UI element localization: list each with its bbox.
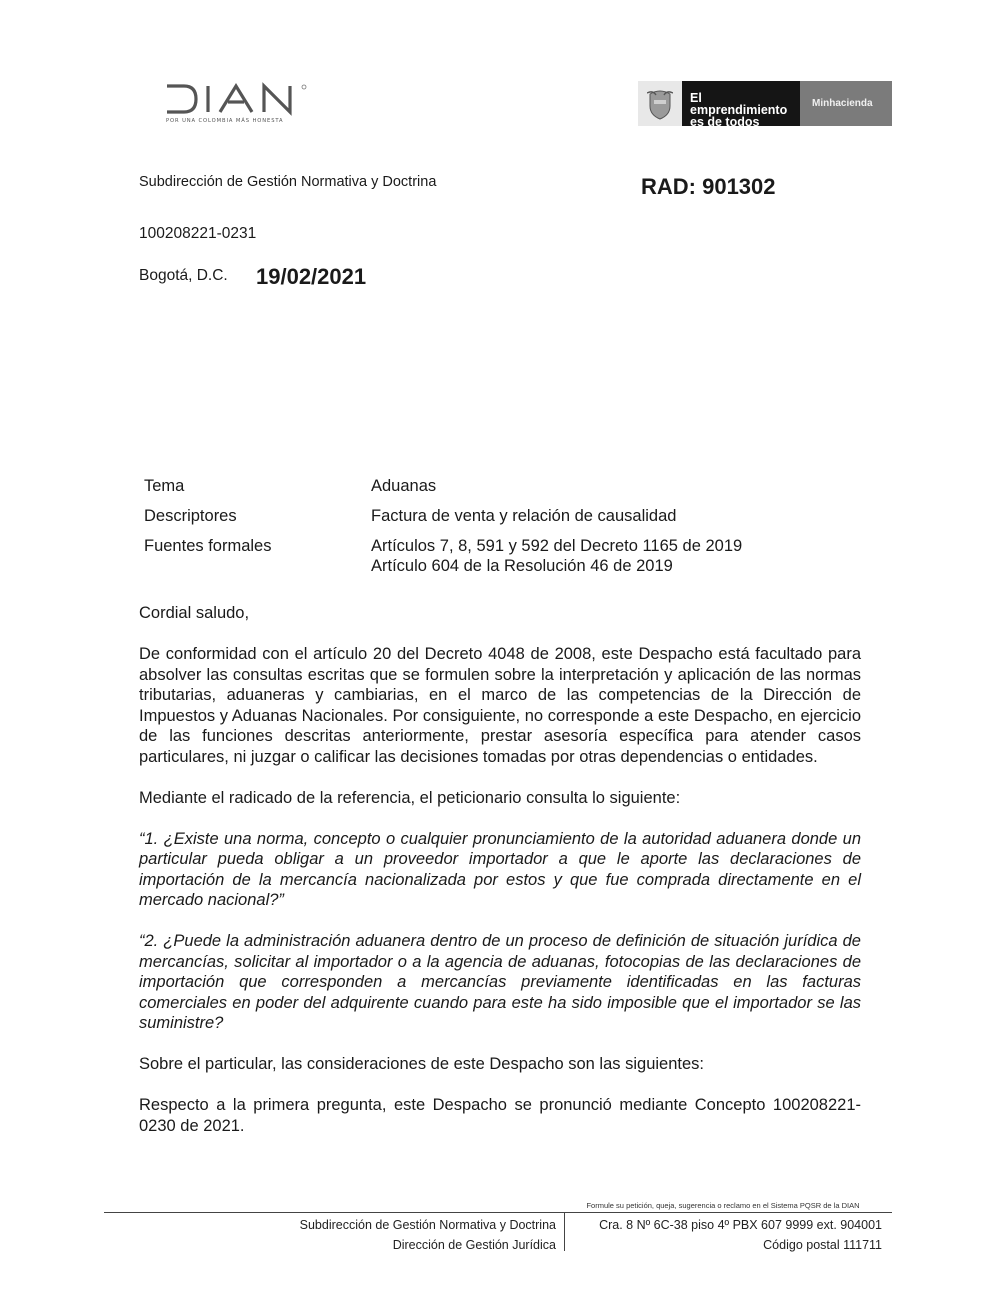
government-logo (638, 81, 892, 129)
gov-slogan-line-2: es de todos (690, 115, 760, 129)
logo-tagline: POR UNA COLOMBIA MÁS HONESTA (166, 118, 284, 124)
fuentes-label: Fuentes formales (144, 537, 272, 555)
gov-slogan (682, 81, 800, 129)
gov-slogan-line-1: El emprendimiento (690, 91, 788, 117)
footer-address (572, 1215, 882, 1255)
footer-office (200, 1215, 556, 1255)
footer-office-line-1: Subdirección de Gestión Normativa y Doctrina (299, 1218, 556, 1232)
footer-vertical-divider (564, 1212, 565, 1251)
dian-logo-mark (164, 82, 324, 116)
question-1: “1. ¿Existe una norma, concepto o cualquier pronunciamiento de la autoridad aduanera donde un particular pueda obligar a un proveedor importador a que le aporte las declaraciones de importación de la mercancía nacionalizada por estos y que fue comprada directamente en el mercado nacional?” (139, 829, 861, 909)
paragraph-first-answer: Respecto a la primera pregunta, este Despacho se pronunció mediante Concepto 100208221-0230 de 2021. (139, 1096, 861, 1135)
subject-row-descriptores (144, 506, 851, 526)
rad-number: RAD: 901302 (641, 174, 776, 199)
fuentes-value (371, 536, 851, 576)
footer-divider (104, 1212, 892, 1213)
tema-label: Tema (144, 477, 185, 495)
paragraph-consultation: Mediante el radicado de la referencia, el peticionario consulta lo siguiente: (139, 788, 681, 807)
greeting: Cordial saludo, (139, 604, 250, 622)
letter-body (139, 603, 861, 1157)
footer-office-line-2: Dirección de Gestión Jurídica (392, 1238, 556, 1252)
paragraph-considerations: Sobre el particular, las consideraciones de este Despacho son las siguientes: (139, 1055, 704, 1073)
descriptores-label: Descriptores (144, 507, 237, 525)
subject-row-tema (144, 476, 851, 496)
subject-table (144, 476, 851, 586)
paragraph-competence: De conformidad con el artículo 20 del Decreto 4048 de 2008, este Despacho está facultado para absolver las consultas escritas que se formulen sobre la interpretación y aplicación de las normas tributarias, aduaneras y cambiarias, en el marco de las competencias de la Dirección de Impuestos y Aduanas Nacionales. Por consiguiente, no corresponde a este Despacho, en ejercicio de las funciones descritas anteriormente, prestar asesoría específica para atender casos particulares, ni juzgar o calificar las decisiones tomadas por otras dependencias o entidades. (139, 645, 861, 766)
subject-row-fuentes (144, 536, 851, 576)
fuentes-value-line-2: Artículo 604 de la Resolución 46 de 2019 (371, 557, 673, 575)
reference-number: 100208221-0231 (139, 225, 257, 242)
ministry-name: Minhacienda (800, 81, 892, 126)
question-2: “2. ¿Puede la administración aduanera dentro de un proceso de definición de situación jurídica de mercancías, solicitar al importador o a la agencia de aduanas, fotocopias de las declaraciones de importación que corresponden a mercancías previamente identificadas en las facturas comerciales en poder del adquirente cuando para este ha sido imposible que el importador se las suministre? (139, 932, 861, 1032)
place-label: Bogotá, D.C. (139, 267, 228, 284)
descriptores-value: Factura de venta y relación de causalidad (371, 507, 677, 525)
footer-address-line-1: Cra. 8 Nº 6C-38 piso 4º PBX 607 9999 ext. 904001 (599, 1218, 882, 1232)
footer-pqsr-note: Formule su petición, queja, sugerencia o reclamo en el Sistema PQSR de la DIAN (586, 1201, 860, 1210)
footer-address-line-2: Código postal 111711 (763, 1238, 882, 1252)
fuentes-value-line-1: Artículos 7, 8, 591 y 592 del Decreto 1165 de 2019 (371, 537, 743, 555)
tema-value: Aduanas (371, 477, 437, 495)
coat-of-arms-icon (638, 81, 682, 126)
document-date: 19/02/2021 (256, 264, 367, 289)
office-name: Subdirección de Gestión Normativa y Doctrina (139, 174, 437, 190)
